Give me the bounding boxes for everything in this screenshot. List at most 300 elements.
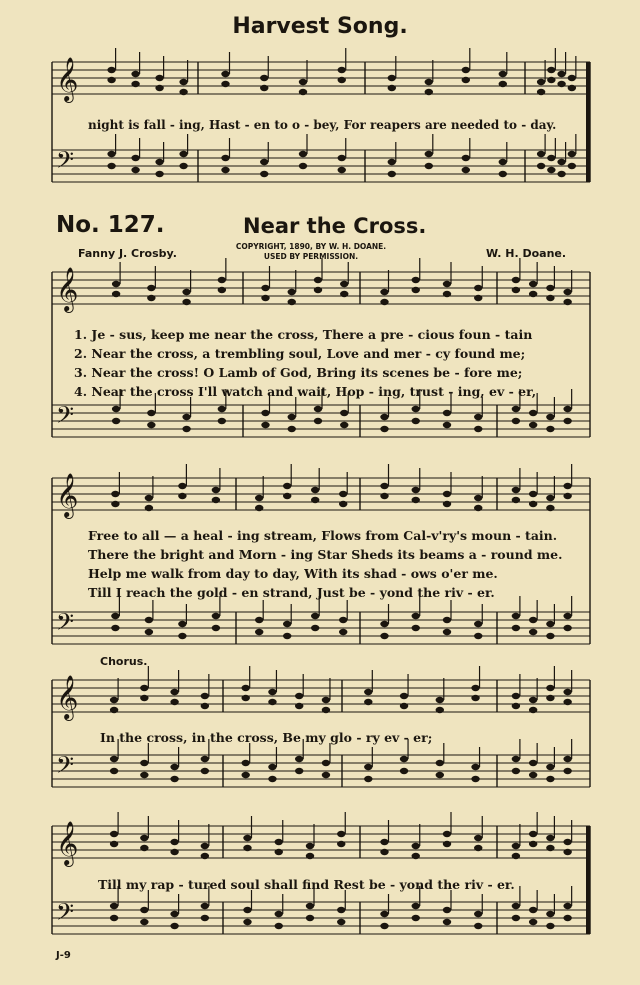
notehead	[110, 707, 118, 713]
notehead	[474, 505, 482, 511]
copyright-line-1: COPYRIGHT, 1890, BY W. H. DOANE.	[235, 242, 387, 251]
notehead	[107, 163, 115, 169]
notehead	[380, 426, 388, 432]
notehead	[339, 501, 347, 507]
notehead	[155, 159, 163, 165]
notehead	[529, 760, 537, 766]
notehead	[112, 281, 120, 287]
notehead	[107, 67, 115, 73]
notehead	[537, 163, 545, 169]
notehead	[380, 414, 388, 420]
notehead	[299, 163, 307, 169]
chorus-line-1: In the cross, in the cross, Be my glo - ry ev - er;	[100, 730, 433, 745]
notehead	[471, 764, 479, 770]
notehead	[140, 760, 148, 766]
notehead	[436, 760, 444, 766]
notehead	[412, 418, 420, 424]
notehead	[474, 414, 482, 420]
notehead	[568, 75, 576, 81]
notehead	[388, 171, 396, 177]
notehead	[337, 907, 345, 913]
notehead	[443, 629, 451, 635]
notehead	[131, 155, 139, 161]
notehead	[295, 693, 303, 699]
notehead	[182, 289, 190, 295]
notehead	[443, 491, 451, 497]
notehead	[425, 163, 433, 169]
notehead	[364, 764, 372, 770]
notehead	[339, 491, 347, 497]
notehead	[462, 167, 470, 173]
notehead	[170, 911, 178, 917]
notehead	[557, 71, 565, 77]
hymn-composer: W. H. Doane.	[486, 247, 567, 260]
notehead	[546, 923, 554, 929]
notehead	[512, 843, 520, 849]
notehead	[547, 77, 555, 83]
notehead	[529, 617, 537, 623]
notehead	[563, 915, 571, 921]
notehead	[364, 699, 372, 705]
chorus-line-2: Till my rap - tured soul shall find Rest be - yond the riv - er.	[98, 877, 515, 892]
notehead	[380, 911, 388, 917]
notehead	[260, 171, 268, 177]
bass-clef-icon: 𝄢	[56, 751, 75, 784]
hymn-title: Near the Cross.	[243, 214, 427, 238]
notehead	[221, 167, 229, 173]
notehead	[306, 903, 314, 909]
notehead	[512, 287, 520, 293]
notehead	[443, 501, 451, 507]
notehead	[131, 71, 139, 77]
notehead	[412, 903, 420, 909]
notehead	[178, 493, 186, 499]
notehead	[182, 426, 190, 432]
notehead	[145, 505, 153, 511]
notehead	[425, 79, 433, 85]
notehead	[338, 77, 346, 83]
notehead	[563, 299, 571, 305]
notehead	[147, 422, 155, 428]
notehead	[110, 697, 118, 703]
verse-3-part-2: Help me walk from day to day, With its shad - ows o'er me.	[88, 566, 498, 581]
treble-clef-icon: 𝄞	[56, 821, 79, 865]
notehead	[110, 903, 118, 909]
notehead	[288, 299, 296, 305]
notehead	[170, 923, 178, 929]
notehead	[512, 853, 520, 859]
notehead	[201, 843, 209, 849]
notehead	[140, 907, 148, 913]
notehead	[537, 151, 545, 157]
notehead	[529, 707, 537, 713]
treble-clef-icon: 𝄞	[56, 267, 79, 311]
notehead	[471, 695, 479, 701]
treble-clef-icon: 𝄞	[56, 473, 79, 517]
notehead	[140, 772, 148, 778]
notehead	[512, 487, 520, 493]
notehead	[388, 159, 396, 165]
notehead	[140, 695, 148, 701]
notehead	[111, 501, 119, 507]
verse-1-part-1: 1. Je - sus, keep me near the cross, There a pre - cious foun - tain	[74, 327, 533, 342]
notehead	[474, 495, 482, 501]
notehead	[242, 772, 250, 778]
notehead	[512, 497, 520, 503]
notehead	[260, 159, 268, 165]
bass-clef-icon: 𝄢	[56, 898, 75, 931]
notehead	[107, 77, 115, 83]
notehead	[201, 768, 209, 774]
notehead	[255, 629, 263, 635]
notehead	[283, 483, 291, 489]
notehead	[145, 617, 153, 623]
notehead	[306, 853, 314, 859]
notehead	[563, 493, 571, 499]
notehead	[295, 703, 303, 709]
notehead	[140, 919, 148, 925]
notehead	[260, 75, 268, 81]
notehead	[201, 853, 209, 859]
notehead	[474, 426, 482, 432]
notehead	[338, 167, 346, 173]
notehead	[261, 422, 269, 428]
notehead	[443, 291, 451, 297]
notehead	[388, 75, 396, 81]
notehead	[529, 697, 537, 703]
notehead	[380, 923, 388, 929]
notehead	[261, 410, 269, 416]
notehead	[212, 613, 220, 619]
notehead	[400, 693, 408, 699]
notehead	[110, 831, 118, 837]
notehead	[242, 695, 250, 701]
notehead	[474, 923, 482, 929]
notehead	[563, 418, 571, 424]
notehead	[474, 285, 482, 291]
notehead	[546, 776, 554, 782]
notehead	[462, 155, 470, 161]
notehead	[568, 151, 576, 157]
notehead	[243, 907, 251, 913]
treble-clef-icon: 𝄞	[56, 57, 79, 101]
notehead	[474, 835, 482, 841]
notehead	[412, 843, 420, 849]
notehead	[436, 697, 444, 703]
notehead	[412, 287, 420, 293]
top-song-lyric: night is fall - ing, Hast - en to o - bey, For reapers are needed to - day.	[88, 118, 557, 132]
notehead	[529, 629, 537, 635]
notehead	[255, 617, 263, 623]
notehead	[512, 915, 520, 921]
notehead	[243, 835, 251, 841]
notehead	[563, 613, 571, 619]
notehead	[563, 849, 571, 855]
notehead	[563, 839, 571, 845]
notehead	[111, 491, 119, 497]
notehead	[400, 703, 408, 709]
notehead	[110, 841, 118, 847]
notehead	[170, 839, 178, 845]
notehead	[201, 703, 209, 709]
notehead	[400, 768, 408, 774]
notehead	[155, 75, 163, 81]
notehead	[221, 71, 229, 77]
notehead	[140, 845, 148, 851]
notehead	[529, 831, 537, 837]
notehead	[218, 418, 226, 424]
notehead	[546, 695, 554, 701]
notehead	[412, 613, 420, 619]
notehead	[140, 835, 148, 841]
notehead	[131, 81, 139, 87]
notehead	[288, 414, 296, 420]
notehead	[179, 163, 187, 169]
bass-clef-icon: 𝄢	[56, 146, 75, 179]
notehead	[512, 406, 520, 412]
notehead	[242, 685, 250, 691]
notehead	[443, 422, 451, 428]
notehead	[260, 85, 268, 91]
notehead	[499, 71, 507, 77]
notehead	[311, 487, 319, 493]
notehead	[529, 410, 537, 416]
notehead	[546, 505, 554, 511]
notehead	[339, 617, 347, 623]
notehead	[563, 756, 571, 762]
notehead	[512, 756, 520, 762]
notehead	[314, 406, 322, 412]
notehead	[182, 299, 190, 305]
notehead	[537, 89, 545, 95]
notehead	[529, 772, 537, 778]
notehead	[474, 911, 482, 917]
notehead	[474, 295, 482, 301]
notehead	[221, 155, 229, 161]
verse-1-part-2: Free to all — a heal - ing stream, Flows from Cal-v'ry's moun - tain.	[88, 528, 558, 543]
notehead	[110, 756, 118, 762]
notehead	[471, 685, 479, 691]
notehead	[283, 633, 291, 639]
notehead	[255, 505, 263, 511]
notehead	[380, 483, 388, 489]
notehead	[443, 841, 451, 847]
notehead	[288, 426, 296, 432]
notehead	[474, 621, 482, 627]
notehead	[107, 151, 115, 157]
notehead	[322, 760, 330, 766]
notehead	[201, 693, 209, 699]
notehead	[557, 171, 565, 177]
notehead	[568, 85, 576, 91]
notehead	[212, 625, 220, 631]
notehead	[547, 67, 555, 73]
notehead	[178, 483, 186, 489]
notehead	[499, 159, 507, 165]
notehead	[380, 839, 388, 845]
notehead	[218, 287, 226, 293]
notehead	[155, 171, 163, 177]
notehead	[380, 493, 388, 499]
notehead	[322, 772, 330, 778]
notehead	[147, 295, 155, 301]
notehead	[512, 768, 520, 774]
notehead	[340, 410, 348, 416]
notehead	[512, 418, 520, 424]
notehead	[436, 707, 444, 713]
notehead	[499, 171, 507, 177]
notehead	[268, 699, 276, 705]
notehead	[311, 625, 319, 631]
notehead	[340, 422, 348, 428]
notehead	[243, 845, 251, 851]
verse-2-part-1: 2. Near the cross, a trembling soul, Love and mer - cy found me;	[74, 346, 526, 361]
notehead	[546, 835, 554, 841]
notehead	[275, 923, 283, 929]
notehead	[112, 291, 120, 297]
notehead	[340, 291, 348, 297]
notehead	[563, 903, 571, 909]
notehead	[563, 689, 571, 695]
notehead	[110, 915, 118, 921]
notehead	[110, 768, 118, 774]
notehead	[275, 849, 283, 855]
notehead	[412, 853, 420, 859]
notehead	[529, 501, 537, 507]
notehead	[529, 907, 537, 913]
notehead	[299, 79, 307, 85]
notehead	[179, 151, 187, 157]
notehead	[547, 167, 555, 173]
notehead	[512, 693, 520, 699]
notehead	[255, 495, 263, 501]
notehead	[201, 756, 209, 762]
hymn-number: No. 127.	[56, 212, 165, 238]
notehead	[170, 689, 178, 695]
notehead	[268, 776, 276, 782]
notehead	[547, 155, 555, 161]
notehead	[306, 915, 314, 921]
notehead	[380, 289, 388, 295]
notehead	[512, 903, 520, 909]
notehead	[529, 281, 537, 287]
notehead	[443, 831, 451, 837]
notehead	[179, 79, 187, 85]
notehead	[261, 285, 269, 291]
notehead	[131, 167, 139, 173]
notehead	[111, 613, 119, 619]
notehead	[261, 295, 269, 301]
notehead	[474, 845, 482, 851]
notehead	[268, 764, 276, 770]
notehead	[338, 67, 346, 73]
notehead	[299, 151, 307, 157]
bass-clef-icon: 𝄢	[56, 608, 75, 641]
notehead	[337, 919, 345, 925]
verse-4-part-1: 4. Near the cross I'll watch and wait, Hop - ing, trust - ing, ev - er,	[74, 384, 537, 399]
notehead	[295, 756, 303, 762]
notehead	[546, 911, 554, 917]
notehead	[425, 89, 433, 95]
notehead	[212, 487, 220, 493]
notehead	[275, 911, 283, 917]
notehead	[436, 772, 444, 778]
notehead	[546, 621, 554, 627]
notehead	[462, 77, 470, 83]
notehead	[546, 495, 554, 501]
notehead	[443, 281, 451, 287]
notehead	[218, 277, 226, 283]
notehead	[147, 285, 155, 291]
notehead	[412, 487, 420, 493]
notehead	[242, 760, 250, 766]
notehead	[546, 764, 554, 770]
notehead	[299, 89, 307, 95]
notehead	[268, 689, 276, 695]
notehead	[412, 625, 420, 631]
notehead	[529, 841, 537, 847]
notehead	[443, 410, 451, 416]
notehead	[201, 903, 209, 909]
notehead	[380, 849, 388, 855]
notehead	[380, 633, 388, 639]
page-mark: J-9	[56, 950, 71, 961]
notehead	[170, 849, 178, 855]
notehead	[512, 277, 520, 283]
notehead	[145, 495, 153, 501]
notehead	[170, 699, 178, 705]
notehead	[212, 497, 220, 503]
notehead	[218, 406, 226, 412]
notehead	[314, 277, 322, 283]
notehead	[471, 776, 479, 782]
notehead	[388, 85, 396, 91]
notehead	[557, 159, 565, 165]
notehead	[314, 287, 322, 293]
notehead	[337, 841, 345, 847]
notehead	[557, 81, 565, 87]
notehead	[112, 418, 120, 424]
verse-2-part-2: There the bright and Morn - ing Star Sheds its beams a - round me.	[88, 547, 563, 562]
notehead	[546, 633, 554, 639]
notehead	[537, 79, 545, 85]
hymn-author: Fanny J. Crosby.	[78, 247, 177, 260]
notehead	[529, 422, 537, 428]
notehead	[306, 843, 314, 849]
bass-clef-icon: 𝄢	[56, 401, 75, 434]
notehead	[412, 497, 420, 503]
notehead	[201, 915, 209, 921]
notehead	[462, 67, 470, 73]
notehead	[178, 633, 186, 639]
notehead	[563, 289, 571, 295]
notehead	[529, 491, 537, 497]
notehead	[145, 629, 153, 635]
chorus-label: Chorus.	[100, 655, 148, 668]
notehead	[443, 919, 451, 925]
notehead	[380, 621, 388, 627]
notehead	[179, 89, 187, 95]
notehead	[568, 163, 576, 169]
notehead	[499, 81, 507, 87]
notehead	[512, 613, 520, 619]
notehead	[170, 776, 178, 782]
notehead	[546, 285, 554, 291]
notehead	[563, 483, 571, 489]
notehead	[295, 768, 303, 774]
notehead	[563, 768, 571, 774]
notehead	[322, 697, 330, 703]
